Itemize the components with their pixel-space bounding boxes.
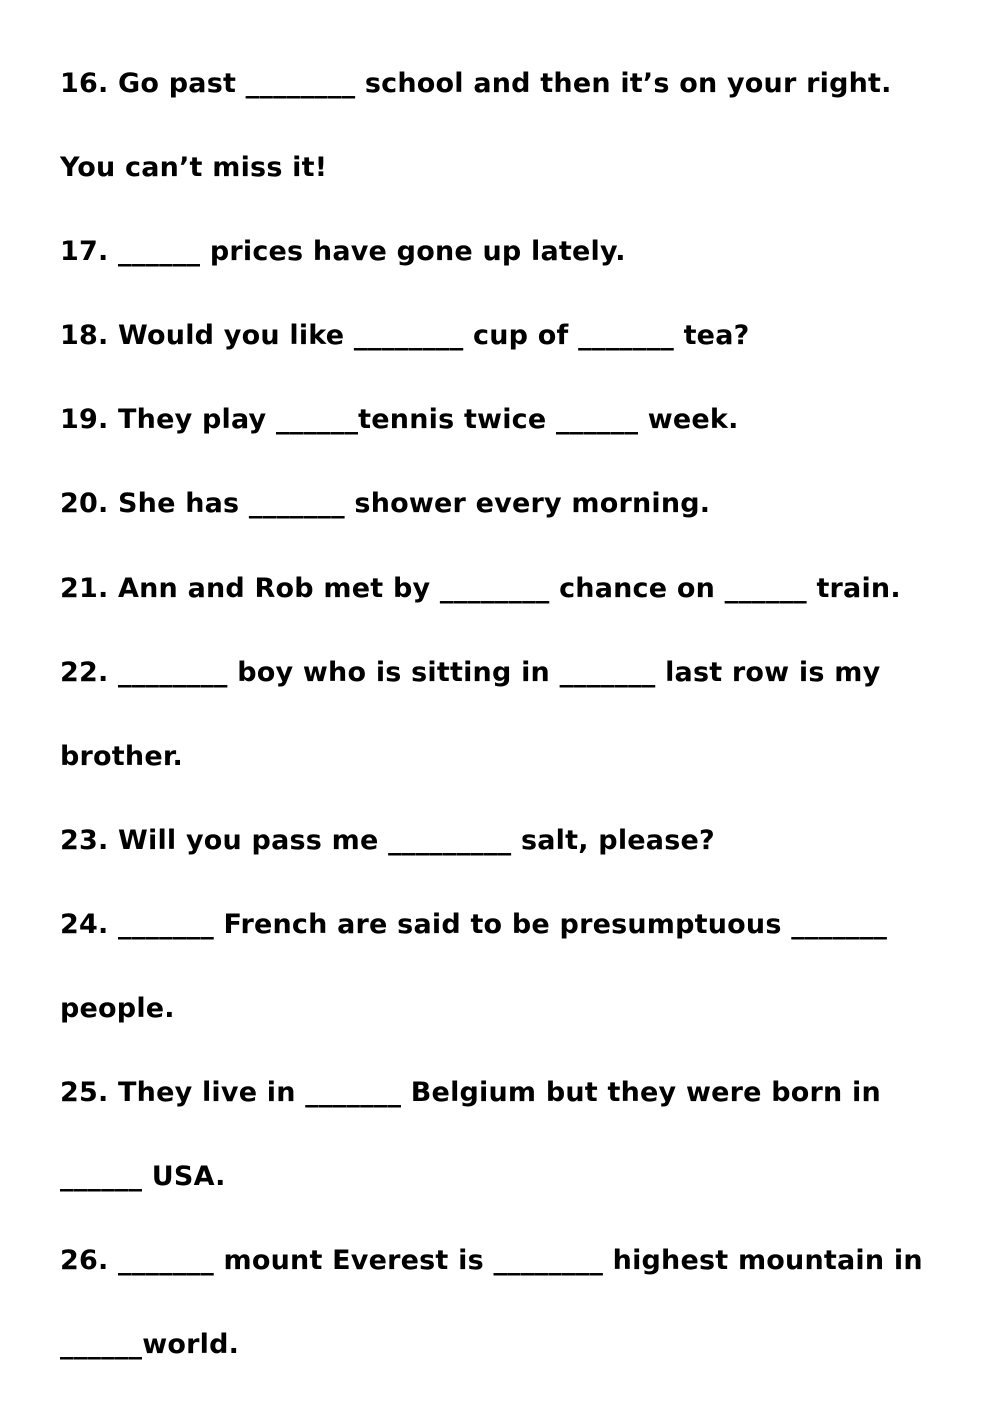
question-24-line-1: 24. _______ French are said to be presumptuous _______ (60, 908, 888, 940)
question-22-line-2: brother. (60, 740, 183, 772)
question-21: 21. Ann and Rob met by ________ chance on ______ train. (60, 572, 901, 604)
question-16-line-2: You can’t miss it! (60, 152, 328, 184)
question-18: 18. Would you like ________ cup of _______ tea? (60, 320, 750, 352)
worksheet (60, 62, 990, 1408)
question-19: 19. They play ______tennis twice ______ week. (60, 404, 739, 436)
question-22-line-1: 22. ________ boy who is sitting in _______ last row is my (60, 656, 881, 688)
question-16-line-1: 16. Go past ________ school and then it’s on your right. (60, 68, 892, 99)
question-25-line-2: ______ USA. (60, 1161, 226, 1193)
question-20: 20. She has _______ shower every morning. (60, 488, 711, 520)
question-17: 17. ______ prices have gone up lately. (60, 236, 626, 268)
question-23: 23. Will you pass me _________ salt, please? (60, 824, 715, 856)
question-24-line-2: people. (60, 993, 175, 1025)
question-25-line-1: 25. They live in _______ Belgium but they were born in (60, 1077, 881, 1109)
question-26-line-1: 26. _______ mount Everest is ________ highest mountain in (60, 1245, 923, 1277)
question-26-line-2: ______world. (60, 1329, 240, 1361)
